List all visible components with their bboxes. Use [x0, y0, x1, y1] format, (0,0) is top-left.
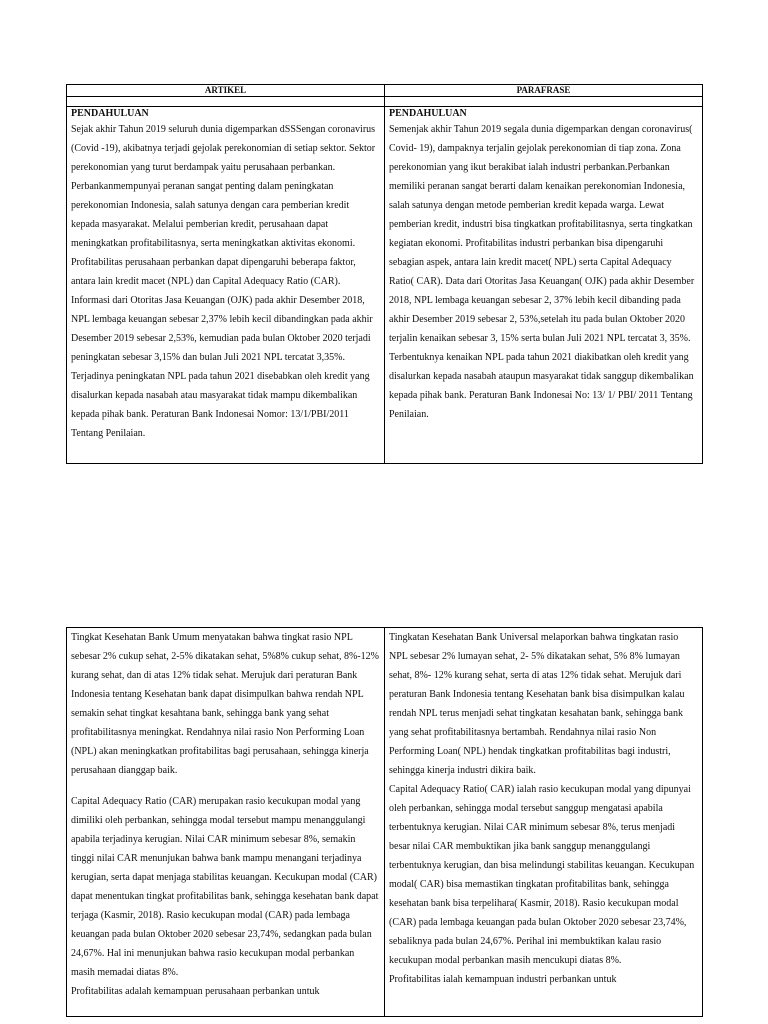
table-row: [67, 107, 703, 464]
parafrase-cell: [385, 628, 703, 1017]
paragraph-gap: [71, 780, 380, 792]
comparison-table-2: [66, 627, 703, 1017]
parafrase-cell: [385, 107, 703, 464]
parafrase-paragraph: Capital Adequacy Ratio( CAR) ialah rasio kecukupan modal yang dipunyai oleh perbankan, sehingga modal tersebut sanggup mengatasi apabila terbentuknya kerugian. Nilai CAR minimum sebesar 8%, terus menjadi besar nilai CAR membuktikan jika bank sanggup menanggulangi terbentuknya kerugian, dan bisa melindungi stabilitas keuangan. Kecukupan modal( CAR) bisa memastikan tingkatan profitabilitas bank, sehingga kesehatan bank bisa terpelihara( Kasmir, 2018). Rasio kecukupan modal (CAR) pada lembaga keuangan pada bulan Oktober 2020 sebesar 23,74%, sebaliknya pada bulan 24,67%. Perihal ini membuktikan kalau rasio kecukupan modal perbankan masih mencukupi diatas 8%.: [389, 784, 695, 966]
artikel-paragraph: Sejak akhir Tahun 2019 seluruh dunia digemparkan dSSSengan coronavirus (Covid -19), akibatnya terjadi gejolak perekonomian di setiap sektor. Sektor perekonomian yang turut berdampak yaitu perusahaan perbankan. Perbankanmempunyai peranan sangat penting dalam peningkatan perekonomian Indonesia, salah satunya dengan cara pemberian kredit kepada masyarakat. Melalui pemberian kredit, perusahaan dapat meningkatkan profitabilitasnya, serta meningkatkan aktivitas ekonomi. Profitabilitas perusahaan perbankan dapat dipengaruhi beberapa faktor, antara lain kredit macet (NPL) dan Capital Adequacy Ratio (CAR). Informasi dari Otoritas Jasa Keuangan (OJK) pada akhir Desember 2018, NPL lembaga keuangan sebesar 2,37% lebih kecil dibandingkan pada akhir Desember 2019 sebesar 2,53%, kemudian pada bulan Oktober 2020 terjadi peningkatan sebesar 3,15% dan bulan Juli 2021 NPL tercatat 3,35%. Terjadinya peningkatan NPL pada tahun 2021 disebabkan oleh kredit yang disalurkan kepada nasabah atau masyarakat tidak mampu dikembalikan kepada pihak bank. Peraturan Bank Indonesai Nomor: 13/1/PBI/2011 Tentang Penilaian.: [71, 124, 376, 439]
spacer-cell-left: [67, 97, 385, 107]
artikel-paragraph: Tingkat Kesehatan Bank Umum menyatakan bahwa tingkat rasio NPL sebesar 2% cukup sehat, 2-5% dikatakan sehat, 5%8% cukup sehat, 8%-12% kurang sehat, dan di atas 12% tidak sehat. Merujuk dari peraturan Bank Indonesia tentang Kesehatan bank dapat disimpulkan bahwa rendah NPL semakin sehat tingkat kesahtana bank, sehingga bank yang sehat profitabilitasnya meningkat. Rendahnya nilai rasio Non Performing Loan (NPL) akan meningkatkan profitabilitas bagi perusahaan, sehingga kinerja perusahaan dianggap baik.: [71, 632, 379, 776]
parafrase-paragraph: Semenjak akhir Tahun 2019 segala dunia digemparkan dengan coronavirus( Covid- 19), dampaknya terjalin gejolak perekonomian di tiap zona. Zona perekonomian yang ikut berakibat ialah industri perbankan.Perbankan memiliki peranan sangat berarti dalam kenaikan perekonomian Indonesia, salah satunya dengan metode pemberian kredit kepada warga. Lewat pemberian kredit, industri bisa tingkatkan profitabilitasnya, serta tingkatkan kegiatan ekonomi. Profitabilitas industri perbankan bisa dipengaruhi sebagian aspek, antara lain kredit macet( NPL) serta Capital Adequacy Ratio( CAR). Data dari Otoritas Jasa Keuangan( OJK) pada akhir Desember 2018, NPL lembaga keuangan sebesar 2, 37% lebih kecil dibanding pada akhir Desember 2019 sebesar 2, 53%,setelah itu pada bulan Oktober 2020 terjalin kenaikan sebesar 3, 15% serta bulan Juli 2021 NPL tercatat 3, 35%. Terbentuknya kenaikan NPL pada tahun 2021 diakibatkan oleh kredit yang disalurkan kepada nasabah ataupun masyarakat tidak sanggup dikembalikan kepada pihak bank. Peraturan Bank Indonesai No: 13/ 1/ PBI/ 2011 Tentang Penilaian.: [389, 124, 695, 420]
artikel-paragraph: Capital Adequacy Ratio (CAR) merupakan rasio kecukupan modal yang dimiliki oleh perbankan, sehingga modal tersebut mampu menanggulangi apabila terjadinya kerugian. Nilai CAR minimum sebesar 8%, semakin tinggi nilai CAR menunjukan bahwa bank mampu menangani terjadinya kerugian, serta dapat menjaga stabilitas keuangan. Kecukupan modal (CAR) dapat menentukan tingkat profitabilitas bank, sehingga kesehatan bank dapat terjaga (Kasmir, 2018). Rasio kecukupan modal (CAR) pada lembaga keuangan pada bulan Oktober 2020 sebesar 23,74%, sedangkan pada bulan 24,67%. Hal ini menunjukan bahwa rasio kecukupan modal perbankan masih memadai diatas 8%.: [71, 796, 379, 978]
spacer-row: [67, 97, 703, 107]
spacer-cell-right: [385, 97, 703, 107]
section-heading: PENDAHULUAN: [71, 108, 149, 119]
table-row: [67, 628, 703, 1017]
artikel-paragraph: Profitabilitas adalah kemampuan perusahaan perbankan untuk: [71, 986, 320, 997]
header-artikel: ARTIKEL: [67, 85, 385, 97]
parafrase-paragraph: Tingkatan Kesehatan Bank Universal melaporkan bahwa tingkatan rasio NPL sebesar 2% lumayan sehat, 2- 5% dikatakan sehat, 5% 8% lumayan sehat, 8%- 12% kurang sehat, serta di atas 12% tidak sehat. Merujuk dari peraturan Bank Indonesia tentang Kesehatan bank bisa disimpulkan kalau rendah NPL terus menjadi sehat tingkatan kesahatan bank, sehingga bank yang sehat profitabilitasnya bertambah. Rendahnya nilai rasio Non Performing Loan( NPL) hendak tingkatkan profitabilitas bagi industri, sehingga kinerja industri dikira baik.: [389, 632, 685, 776]
comparison-table-1: [66, 84, 703, 464]
artikel-cell: [67, 628, 385, 1017]
section-heading: PENDAHULUAN: [389, 108, 467, 119]
table-header-row: [67, 85, 703, 97]
header-parafrase: PARAFRASE: [385, 85, 703, 97]
artikel-cell: [67, 107, 385, 464]
parafrase-paragraph: Profitabilitas ialah kemampuan industri perbankan untuk: [389, 974, 617, 985]
